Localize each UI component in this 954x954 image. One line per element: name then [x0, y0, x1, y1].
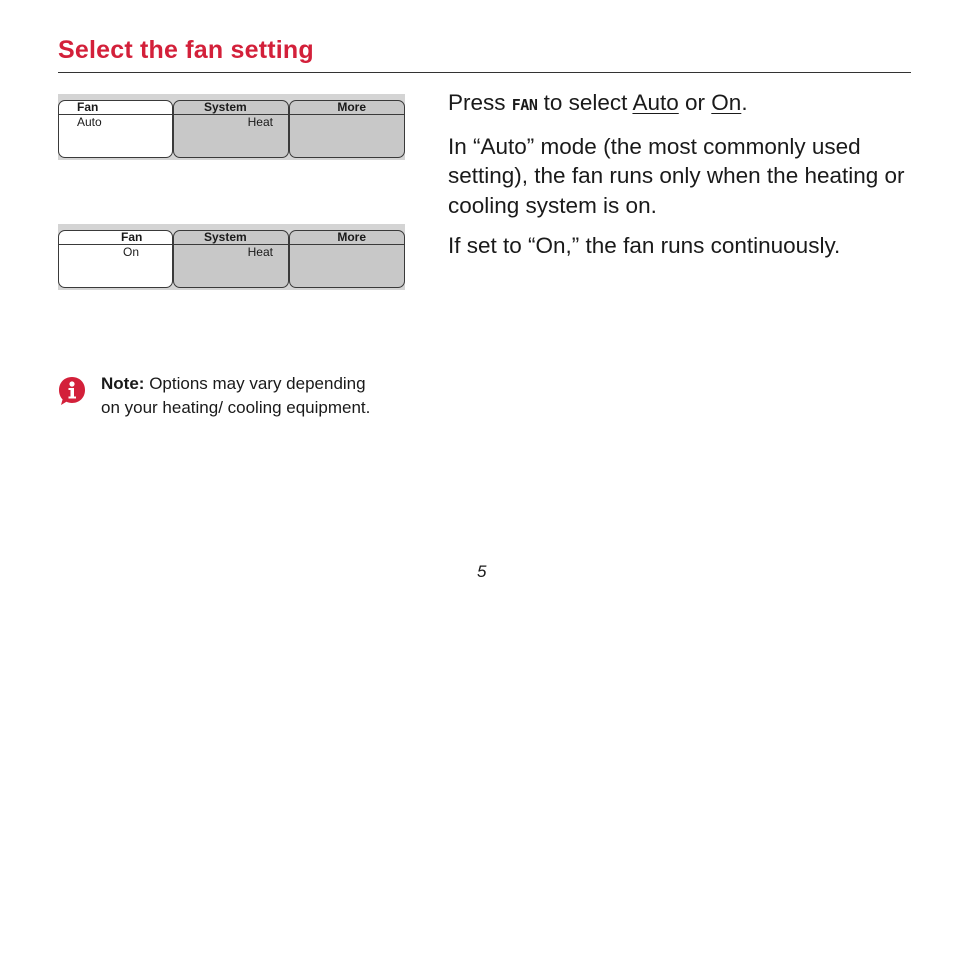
system-button[interactable] [173, 100, 289, 158]
more-label: More [337, 230, 366, 244]
fan-label: Fan [77, 100, 99, 114]
info-icon [58, 376, 86, 406]
option-on: On [711, 90, 742, 115]
fan-value: On [123, 245, 140, 259]
note-body: Options may vary depending on your heating/ cooling equipment. [101, 374, 371, 417]
instruction-press-fan [448, 88, 918, 121]
more-button[interactable] [289, 100, 405, 158]
select-text: to select [543, 90, 628, 115]
note-text [101, 372, 371, 419]
system-value: Heat [247, 245, 273, 259]
thermostat-display-auto [58, 94, 405, 160]
more-button[interactable] [289, 230, 405, 288]
thermostat-display-on [58, 224, 405, 290]
period: . [741, 90, 748, 115]
fan-button-header [59, 230, 172, 245]
instruction-auto-mode: In “Auto” mode (the most commonly used setting), the fan runs only when the heating or cooling system is on. [448, 133, 905, 218]
fan-button-header [59, 100, 172, 115]
instruction-on-mode: If set to “On,” the fan runs continuously. [448, 233, 841, 258]
title-divider [58, 72, 911, 73]
note-label: Note: [101, 374, 145, 393]
page-number: 5 [477, 562, 487, 581]
option-auto: Auto [632, 90, 679, 115]
more-button-header [290, 100, 404, 115]
system-button[interactable] [173, 230, 289, 288]
instructions [448, 88, 918, 272]
system-button-header [174, 100, 288, 115]
page-title: Select the fan setting [58, 36, 314, 64]
or-text: or [685, 90, 706, 115]
more-label: More [337, 100, 366, 114]
system-value: Heat [247, 115, 273, 129]
fan-button[interactable] [58, 100, 173, 158]
fan-key-label: FAN [511, 96, 538, 114]
fan-value: Auto [77, 115, 102, 129]
fan-label: Fan [121, 230, 143, 244]
fan-button[interactable] [58, 230, 173, 288]
system-label: System [204, 100, 247, 114]
more-button-header [290, 230, 404, 245]
system-label: System [204, 230, 247, 244]
system-button-header [174, 230, 288, 245]
press-text: Press [448, 90, 506, 115]
